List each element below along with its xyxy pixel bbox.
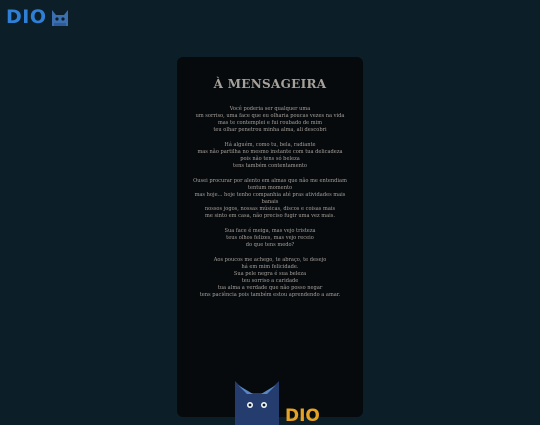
poem-line: Sua face é meiga, mas vejo tristeza	[224, 228, 316, 234]
poem-line: Sua pele negra é sua beleza	[233, 271, 307, 277]
poem-line: do que tens medo?	[245, 242, 295, 248]
poem-body	[177, 106, 363, 299]
poem-line: Aos poucos me achego, te abraço, te desejo	[213, 257, 327, 263]
poem-line: Ousei procurar por alento em almas que não me entendiam	[193, 178, 347, 184]
stanza-2	[177, 142, 363, 170]
poem-line: mas não partilha no mesmo instante com tua delicadeza	[197, 149, 343, 155]
logo-text: DIO	[6, 6, 47, 28]
stanza-3	[177, 178, 363, 220]
poem-line: há em mim felicidade.	[241, 264, 299, 270]
poem-line: tentum momento	[247, 185, 293, 191]
footer-logo-text: DIO	[285, 406, 320, 425]
poem-line: nossos jogos, nossas músicas, discos e coisas mais	[204, 206, 336, 212]
poem-line: tens paciência pois também estou aprendendo a amar.	[199, 292, 341, 298]
poem-line: mas hoje... hoje tenho companhia até pras atividades mais banais	[194, 192, 346, 205]
poem-line: tua alma a verdade que não posso negar	[217, 285, 323, 291]
poem-line: Há alguém, como tu, bela, radiante	[224, 142, 316, 148]
poem-line: teu olhar penetrou minha alma, ali descobri	[213, 127, 327, 133]
dio-logo[interactable]	[6, 6, 70, 28]
poem-line: pois não tens só beleza	[240, 156, 300, 162]
poem-line: mas te contemplei e fui roubado de mim	[217, 120, 323, 126]
stanza-4	[177, 228, 363, 249]
stanza-1	[177, 106, 363, 134]
poem-card	[177, 57, 363, 425]
poem-line: teu sorriso a caridade	[241, 278, 299, 284]
poem-line: tens também contentamento	[233, 163, 307, 169]
poem-line: um sorriso, uma face que eu olharia poucas vezes na vida	[195, 113, 345, 119]
dio-mascot-icon	[233, 375, 323, 425]
poem-line: teus olhos felizes, mas vejo receio	[226, 235, 314, 241]
poem-title: À MENSAGEIRA	[213, 77, 327, 91]
cat-mascot-icon	[50, 6, 70, 28]
poem-line: me sinto em casa, não preciso fugir uma vez mais.	[204, 213, 336, 219]
poem-line: Você poderia ser qualquer uma	[229, 106, 311, 112]
stanza-5	[177, 257, 363, 299]
